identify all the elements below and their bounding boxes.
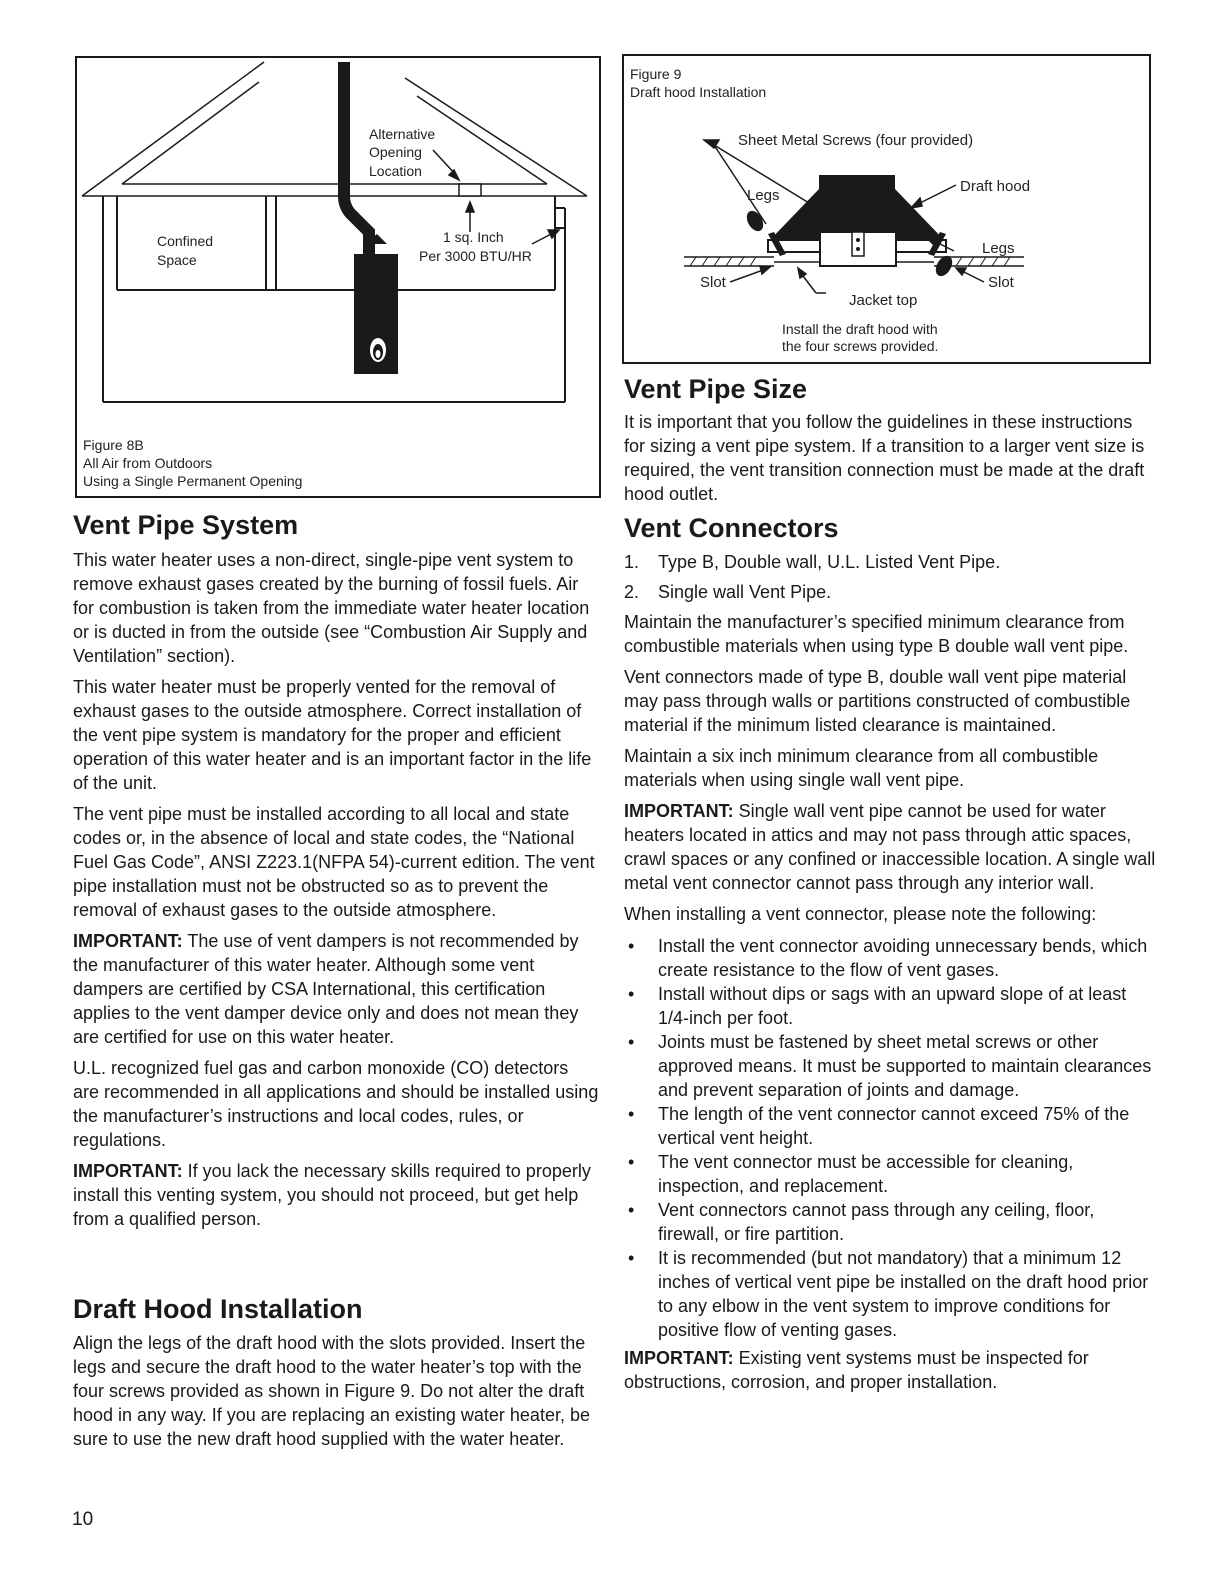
list-item: • Install without dips or sags with an upward slope of at least 1/4-inch per foot. xyxy=(628,984,1127,1028)
vent-pipe-size-paragraph: It is important that you follow the guidelines in these instructions for sizing a vent pipe system. If a transition to a larger vent size is required, the vent transition connection must be made at the draft hood outlet. xyxy=(624,412,1145,504)
label-legs-right: Legs xyxy=(982,240,1015,257)
heading-vent-pipe-system: Vent Pipe System xyxy=(73,510,299,540)
list-item: • Joints must be fastened by sheet metal screws or other approved means. It must be supported to maintain clearances and prevent separation of joints and damage. xyxy=(628,1032,1152,1100)
vc-paragraph-5: When installing a vent connector, please note the following: xyxy=(624,904,1097,924)
draft-hood-body xyxy=(73,1331,599,1458)
vc-paragraph-2: Vent connectors made of type B, double wall vent pipe material may pass through walls or partitions constructed of combustible material if the minimum listed clearance is maintained. xyxy=(624,667,1131,735)
list-item: • The length of the vent connector cannot exceed 75% of the vertical vent height. xyxy=(628,1104,1130,1148)
vc-paragraph-1: Maintain the manufacturer’s specified minimum clearance from combustible materials when using type B double wall vent pipe. xyxy=(624,612,1129,656)
figure-8b-caption-title: All Air from Outdoors xyxy=(83,455,213,471)
list-item: • It is recommended (but not mandatory) that a minimum 12 inches of vertical vent pipe be installed on the draft hood prior to any elbow in the vent system to improve conditions for positive flow of venting gases. xyxy=(628,1248,1149,1340)
label-draft-hood: Draft hood xyxy=(960,178,1031,195)
list-item: • Install the vent connector avoiding unnecessary bends, which create resistance to the flow of vent gases. xyxy=(628,936,1148,980)
vps-paragraph-2: This water heater must be properly vented for the removal of exhaust gases to the outside atmosphere. Correct installation of the vent pipe system is mandatory for the proper and efficient operation of this water heater and is an important factor in the life of the unit. xyxy=(73,677,592,793)
label-slot-right: Slot xyxy=(988,274,1014,291)
important-label: IMPORTANT: xyxy=(73,931,183,951)
figure-8b-caption-number: Figure 8B xyxy=(83,437,144,453)
install-note-line-1: Install the draft hood with xyxy=(782,321,938,337)
figure-9-diagram xyxy=(624,56,1149,362)
figure-8b xyxy=(75,56,601,498)
label-jacket-top: Jacket top xyxy=(849,292,918,309)
list-item: 1. Type B, Double wall, U.L. Listed Vent Pipe. xyxy=(624,552,1001,572)
label-space: Space xyxy=(157,252,197,268)
vent-pipe-system-body xyxy=(73,548,599,1238)
figure-9-caption-number: Figure 9 xyxy=(630,66,682,82)
install-note-line-2: the four screws provided. xyxy=(782,338,939,354)
figure-8b-diagram xyxy=(77,58,599,496)
important-label: IMPORTANT: xyxy=(624,801,734,821)
vps-paragraph-3: The vent pipe must be installed according to all local and state codes or, in the absence of local and state codes, the “National Fuel Gas Code”, ANSI Z223.1(NFPA 54)-current edition. The vent pipe installation must not be obstructed so as to prevent the removal of exhaust gases to the outside atmosphere. xyxy=(73,804,595,920)
figure-8b-caption-subtitle: Using a Single Permanent Opening xyxy=(83,473,303,489)
vent-connector-bullets xyxy=(624,934,1156,1342)
label-alternative: Alternative xyxy=(369,126,436,142)
label-opening: Opening xyxy=(369,144,422,160)
vc-paragraph-3: Maintain a six inch minimum clearance from all combustible materials when using single wall vent pipe. xyxy=(624,746,1099,790)
important-label: IMPORTANT: xyxy=(73,1161,183,1181)
label-legs-left: Legs xyxy=(747,187,780,204)
heading-vent-pipe-size: Vent Pipe Size xyxy=(624,374,808,404)
vc-paragraph-4: IMPORTANT: Single wall vent pipe cannot be used for water heaters located in attics and may not pass through attic spaces, crawl spaces or any confined or inaccessible location. A single wall metal vent connector cannot pass through any interior wall. xyxy=(624,801,1156,893)
label-sheet-metal-screws: Sheet Metal Screws (four provided) xyxy=(738,132,974,149)
label-confined: Confined xyxy=(157,233,214,249)
vps-paragraph-4: IMPORTANT: The use of vent dampers is not recommended by the manufacturer of this water heater. Although some vent dampers are certified by CSA International, this certification applies to the vent damper device only and does not mean they are certified for use on this water heater. xyxy=(73,931,579,1047)
label-location: Location xyxy=(369,163,422,179)
list-item: 2. Single wall Vent Pipe. xyxy=(624,582,832,602)
label-sq-inch: 1 sq. Inch xyxy=(443,229,504,245)
figure-9-caption-title: Draft hood Installation xyxy=(630,84,767,100)
vent-connectors-body xyxy=(624,550,1156,1401)
important-label: IMPORTANT: xyxy=(624,1348,734,1368)
label-slot-left: Slot xyxy=(700,274,726,291)
vps-paragraph-6: IMPORTANT: If you lack the necessary skills required to properly install this venting system, you should not proceed, but get help from a qualified person. xyxy=(73,1161,591,1229)
vc-paragraph-6: IMPORTANT: Existing vent systems must be inspected for obstructions, corrosion, and proper installation. xyxy=(624,1348,1089,1392)
vent-type-list xyxy=(624,550,1156,604)
heading-vent-connectors: Vent Connectors xyxy=(624,513,839,543)
list-item: • The vent connector must be accessible for cleaning, inspection, and replacement. xyxy=(628,1152,1074,1196)
heading-draft-hood-installation: Draft Hood Installation xyxy=(73,1294,363,1324)
page-number: 10 xyxy=(72,1509,94,1530)
vps-paragraph-1: This water heater uses a non-direct, single-pipe vent system to remove exhaust gases created by the burning of fossil fuels. Air for combustion is taken from the immediate water heater location or is ducted in from the outside (see “Combustion Air Supply and Ventilation” section). xyxy=(73,550,590,666)
label-btu: Per 3000 BTU/HR xyxy=(419,248,532,264)
list-item: • Vent connectors cannot pass through any ceiling, floor, firewall, or fire partition. xyxy=(628,1200,1095,1244)
vent-pipe-size-body xyxy=(624,410,1154,513)
figure-9 xyxy=(622,54,1151,364)
vps-paragraph-5: U.L. recognized fuel gas and carbon monoxide (CO) detectors are recommended in all applications and should be installed using the manufacturer’s instructions and local codes, rules, or regulations. xyxy=(73,1058,599,1150)
draft-hood-paragraph: Align the legs of the draft hood with the slots provided. Insert the legs and secure the draft hood to the water heater’s top with the four screws provided as shown in Figure 9. Do not alter the draft hood in any way. If you are replacing an existing water heater, be sure to use the new draft hood supplied with the water heater. xyxy=(73,1333,590,1449)
